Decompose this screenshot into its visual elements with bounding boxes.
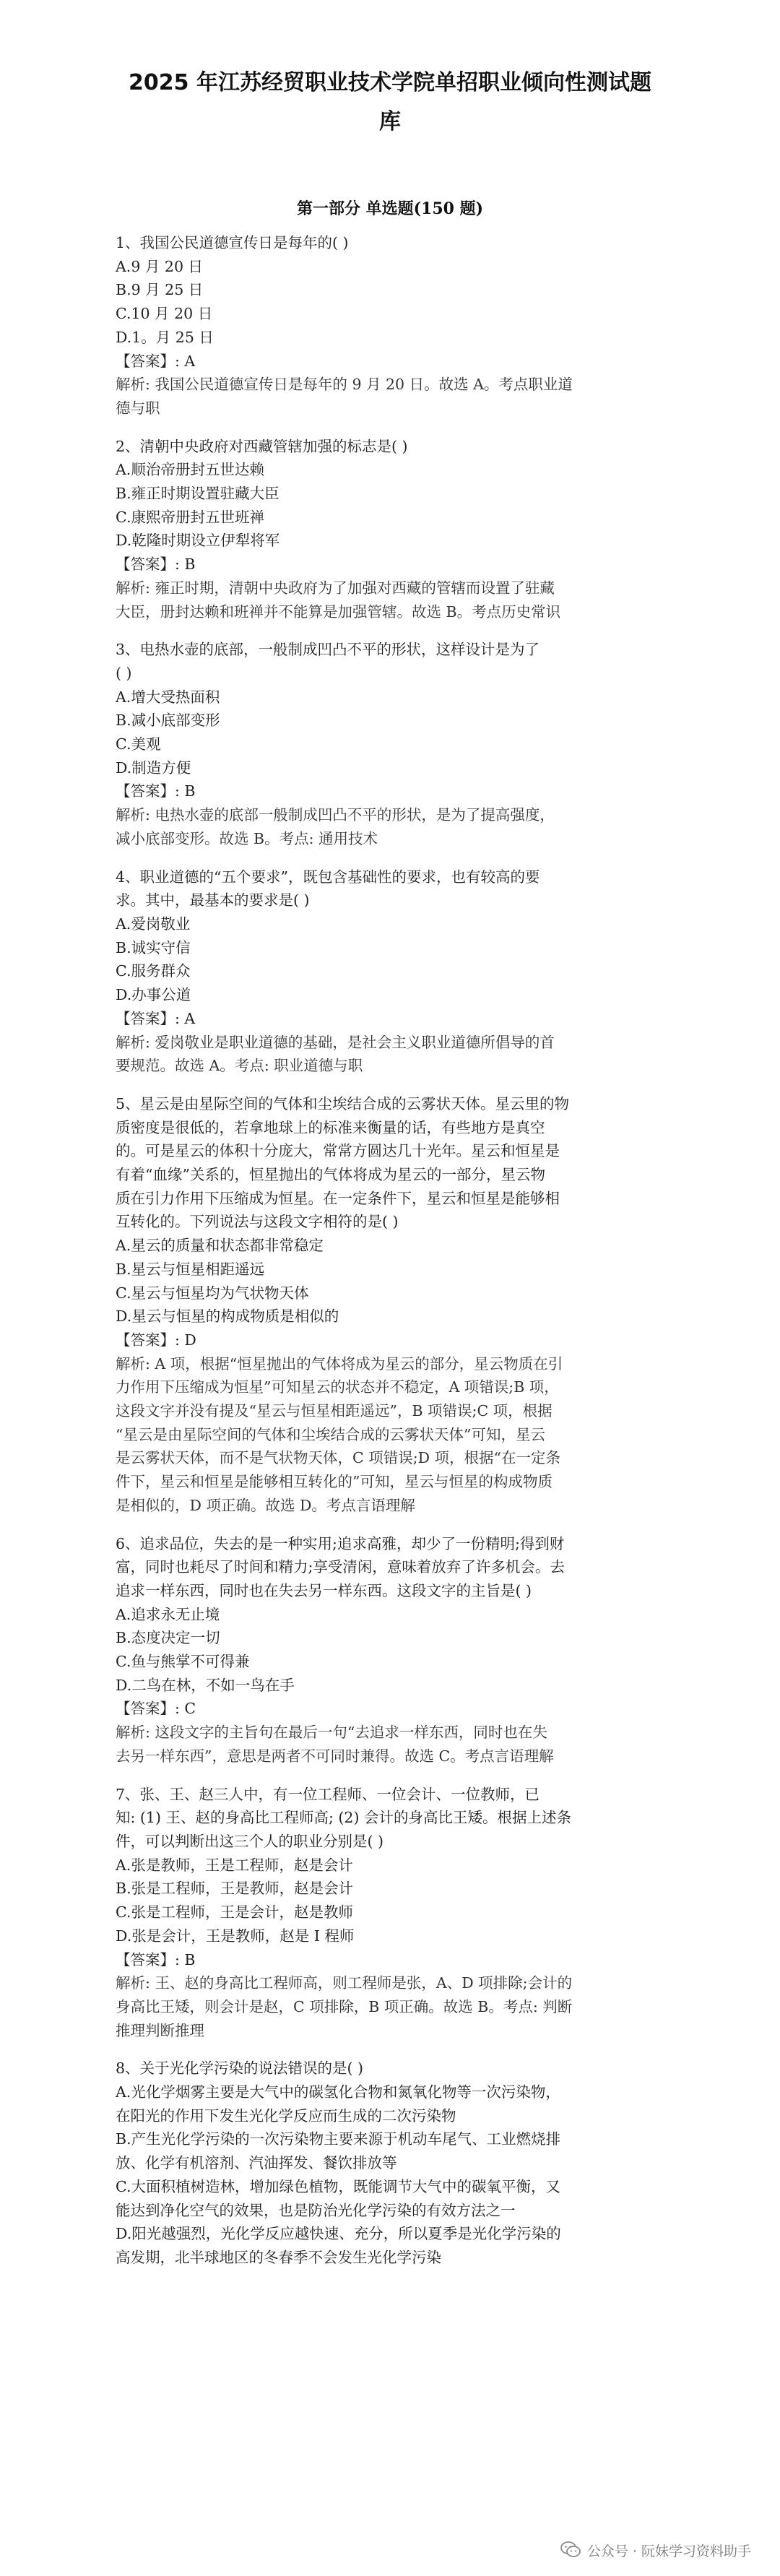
explanation-line: 解析: 王、赵的身高比工程师高，则工程师是张，A、D 项排除;会计的 [116, 1974, 573, 1992]
explanation-line: 这段文字并没有提及“星云与恒星相距遥远”，B 项错误;C 项，根据 [116, 1402, 552, 1420]
answer-key: 【答案】: A [116, 1009, 196, 1027]
explanation-line: 解析: 我国公民道德宣传日是每年的 9 月 20 日。故选 A。考点职业道 [116, 376, 573, 394]
answer-option: A.增大受热面积 [116, 688, 220, 706]
answer-option: 高发期，北半球地区的冬春季不会发生光化学污染 [116, 2248, 441, 2266]
section-title: 第一部分 单选题(150 题) [296, 199, 484, 218]
document-title-line-1: 2025 年江苏经贸职业技术学院单招职业倾向性测试题 [129, 70, 651, 95]
answer-option: D.二鸟在林，不如一鸟在手 [116, 1676, 295, 1694]
footer-account-name: 公众号 · 阮妹学习资料助手 [586, 2543, 751, 2559]
question-block [116, 231, 708, 420]
answer-option: D.星云与恒星的构成物质是相似的 [116, 1308, 339, 1326]
answer-key: 【答案】: C [116, 1700, 196, 1718]
question-block [116, 1783, 708, 2043]
question-stem-line: 5、星云是由星际空间的气体和尘埃结合成的云雾状天体。星云里的物 [116, 1094, 570, 1112]
wechat-icon [560, 2541, 581, 2559]
answer-key: 【答案】: B [116, 556, 196, 574]
explanation-line: 解析: 雍正时期，清朝中央政府为了加强对西藏的管辖而设置了驻藏 [116, 579, 555, 597]
answer-option: D.制造方便 [116, 758, 191, 777]
explanation-line: 要规范。故选 A。考点: 职业道德与职 [116, 1057, 363, 1075]
answer-option: B.星云与恒星相距遥远 [116, 1260, 265, 1278]
answer-option: A.星云的质量和状态都非常稳定 [116, 1237, 324, 1255]
answer-option: C.鱼与熊掌不可得兼 [116, 1653, 250, 1671]
answer-option: A.光化学烟雾主要是大气中的碳氢化合物和氮氧化物等一次污染物， [116, 2083, 560, 2101]
footer-watermark [560, 2537, 751, 2563]
answer-option: A.追求永无止境 [116, 1605, 220, 1623]
question-list [116, 231, 708, 2284]
explanation-line: 去另一样东西”，意思是两者不可同时兼得。故选 C。考点言语理解 [116, 1747, 554, 1765]
explanation-line: 解析: 这段文字的主旨句在最后一句“去追求一样东西，同时也在失 [116, 1724, 547, 1742]
explanation-line: 解析: 爱岗敬业是职业道德的基础，是社会主义职业道德所倡导的首 [116, 1033, 555, 1051]
answer-option: D.乾隆时期设立伊犁将军 [116, 532, 280, 550]
answer-option: B.雍正时期设置驻藏大臣 [116, 485, 280, 503]
question-stem-line: 的。可是星云的体积十分庞大，常常方圆达几十光年。星云和恒星是 [116, 1142, 560, 1160]
explanation-line: “星云是由星际空间的气体和尘埃结合成的云雾状天体”可知，星云 [116, 1425, 545, 1443]
explanation-line: 件下，星云和恒星是能够相互转化的”可知，星云与恒星的构成物质 [116, 1473, 552, 1491]
explanation-line: 解析: A 项，根据“恒星抛出的气体将成为星云的部分，星云物质在引 [116, 1354, 563, 1373]
answer-option: B.产生光化学污染的一次污染物主要来源于机动车尾气、工业燃烧排 [116, 2130, 561, 2148]
answer-option: 能达到净化空气的效果，也是防治光化学污染的有效方法之一 [116, 2201, 516, 2219]
question-stem-line: 质在引力作用下压缩成为恒星。在一定条件下，星云和恒星是能够相 [116, 1189, 560, 1207]
question-block [116, 2057, 708, 2269]
answer-option: 在阳光的作用下发生光化学反应而生成的二次污染物 [116, 2106, 456, 2125]
answer-option: C.10 月 20 日 [116, 305, 213, 323]
answer-option: A.9 月 20 日 [116, 257, 203, 275]
question-stem-line: 知: (1) 王、赵的身高比工程师高; (2) 会计的身高比王矮。根据上述条 [116, 1809, 571, 1827]
answer-option: B.诚实守信 [116, 938, 191, 956]
question-stem-line: 7、张、王、赵三人中，有一位工程师、一位会计、一位教师，已 [116, 1785, 540, 1803]
answer-option: B.减小底部变形 [116, 712, 220, 730]
question-block [116, 1532, 708, 1768]
explanation-line: 大臣，册封达赖和班禅并不能算是加强管辖。故选 B。考点历史常识 [116, 602, 561, 621]
question-stem-line: 件，可以判断出这三个人的职业分别是( ) [116, 1833, 384, 1850]
explanation-line: 身高比王矮，则会计是赵，C 项排除，B 项正确。故选 B。考点: 判断 [116, 1997, 573, 2015]
explanation-line: 是相似的，D 项正确。故选 D。考点言语理解 [116, 1496, 415, 1514]
question-block [116, 638, 708, 850]
question-stem-line: 富，同时也耗尽了时间和精力;享受清闲，意味着放弃了许多机会。去 [116, 1558, 565, 1576]
answer-option: D.阳光越强烈，光化学反应越快速、充分，所以夏季是光化学污染的 [116, 2225, 561, 2243]
answer-option: A.爱岗敬业 [116, 915, 191, 933]
answer-option: B.态度决定一切 [116, 1629, 220, 1647]
answer-option: B.张是工程师，王是教师，赵是会计 [116, 1880, 354, 1898]
question-block [116, 865, 708, 1078]
explanation-line: 是云雾状天体，而不是气状物天体，C 项错误;D 项，根据“在一定条 [116, 1449, 561, 1467]
answer-key: 【答案】: A [116, 352, 196, 370]
answer-key: 【答案】: D [116, 1331, 196, 1349]
question-stem-line: 3、电热水壶的底部，一般制成凹凸不平的形状，这样设计是为了 [116, 641, 540, 659]
answer-option: D.1。月 25 日 [116, 328, 214, 346]
explanation-line: 力作用下压缩成为恒星”可知星云的状态并不稳定，A 项错误;B 项， [116, 1378, 559, 1396]
answer-option: 放、化学有机溶剂、汽油挥发、餐饮排放等 [116, 2154, 397, 2172]
explanation-line: 推理判断推理 [116, 2021, 204, 2039]
question-stem-line: 有着“血缘”关系的，恒星抛出的气体将成为星云的一部分，星云物 [116, 1166, 545, 1184]
question-block [116, 435, 708, 624]
question-stem-line: 6、追求品位，失去的是一种实用;追求高雅，却少了一份精明;得到财 [116, 1534, 565, 1552]
answer-option: A.顺治帝册封五世达赖 [116, 461, 264, 479]
answer-option: A.张是教师，王是工程师，赵是会计 [116, 1856, 353, 1874]
answer-key: 【答案】: B [116, 1950, 196, 1968]
explanation-line: 解析: 电热水壶的底部一般制成凹凸不平的形状，是为了提高强度， [116, 806, 555, 824]
question-stem-line: 追求一样东西，同时也在失去另一样东西。这段文字的主旨是( ) [116, 1581, 532, 1599]
question-block [116, 1092, 708, 1518]
answer-option: B.9 月 25 日 [116, 281, 204, 299]
document-title-line-2: 库 [379, 109, 401, 134]
question-stem-line: ( ) [116, 664, 132, 682]
explanation-line: 德与职 [116, 399, 160, 417]
answer-option: C.服务群众 [116, 962, 191, 980]
answer-option: C.康熙帝册封五世班禅 [116, 508, 264, 526]
question-stem-line: 8、关于光化学污染的说法错误的是( ) [116, 2059, 364, 2078]
answer-option: C.美观 [116, 735, 161, 753]
question-stem-line: 1、我国公民道德宣传日是每年的( ) [116, 234, 349, 251]
answer-option: C.星云与恒星均为气状物天体 [116, 1284, 309, 1302]
question-stem-line: 质密度是很低的，若拿地球上的标准来衡量的话，有些地方是真空 [116, 1118, 545, 1136]
answer-key: 【答案】: B [116, 782, 196, 800]
answer-option: C.张是工程师，王是会计，赵是教师 [116, 1903, 353, 1922]
question-stem-line: 2、清朝中央政府对西藏管辖加强的标志是( ) [116, 437, 408, 455]
question-stem-line: 求。其中，最基本的要求是( ) [116, 891, 310, 909]
answer-option: C.大面积植树造林，增加绿色植物，既能调节大气中的碳氧平衡，又 [116, 2177, 560, 2195]
document-title [43, 64, 737, 142]
explanation-line: 减小底部变形。故选 B。考点: 通用技术 [116, 829, 378, 847]
answer-option: D.办事公道 [116, 986, 191, 1004]
question-stem-line: 互转化的。下列说法与这段文字相符的是( ) [116, 1213, 399, 1231]
question-stem-line: 4、职业道德的“五个要求”，既包含基础性的要求，也有较高的要 [116, 868, 540, 886]
answer-option: D.张是会计，王是教师，赵是 I 程师 [116, 1927, 355, 1945]
